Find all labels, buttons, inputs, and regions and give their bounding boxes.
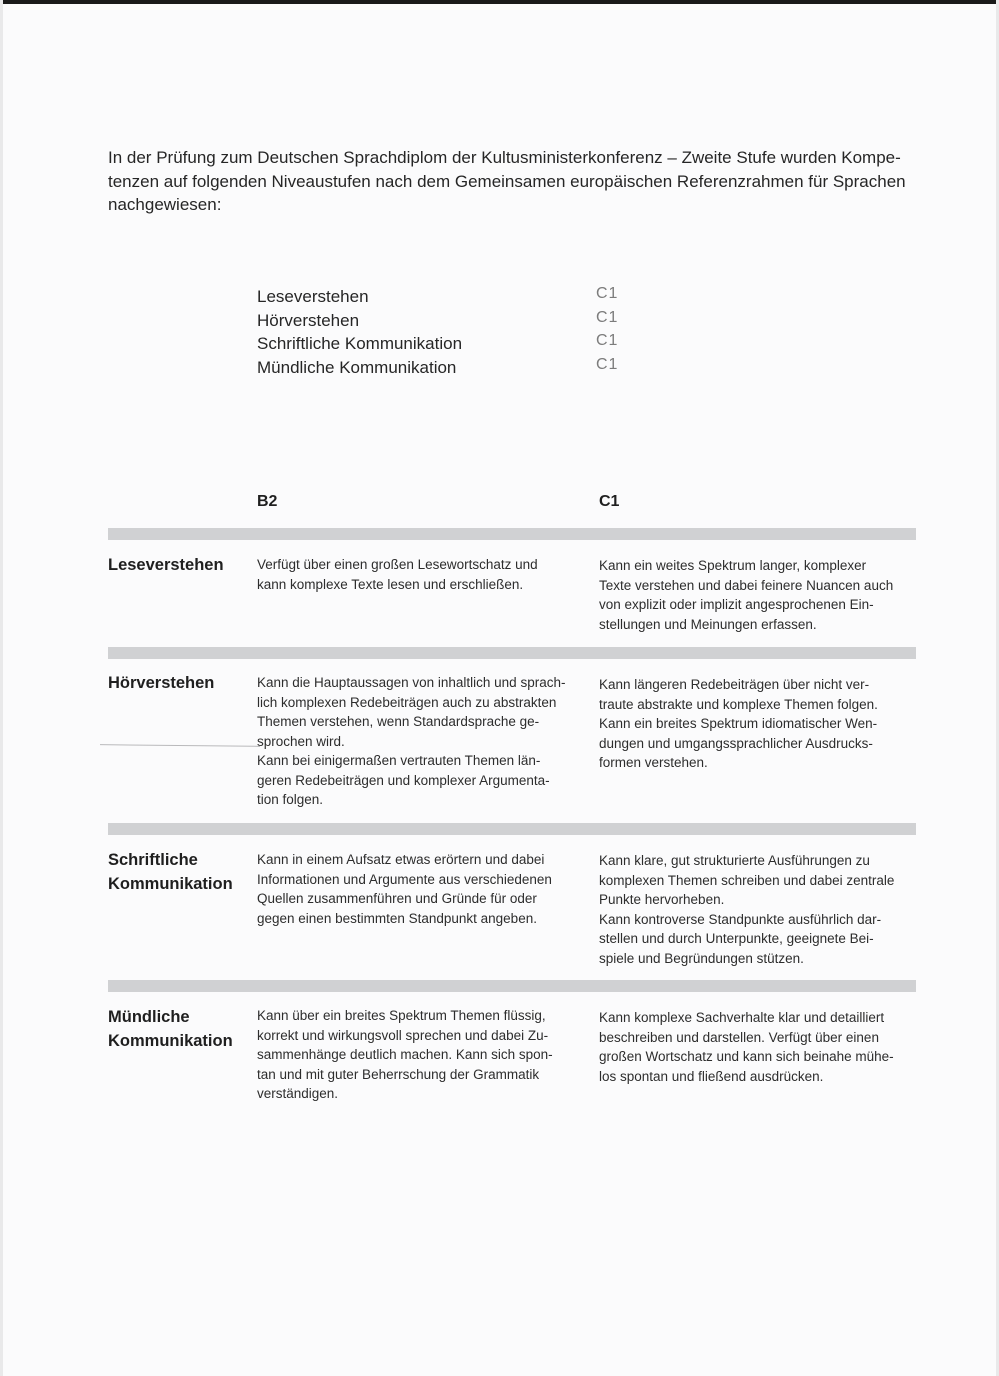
- desc-line: sammenhänge deutlich machen. Kann sich spon-: [257, 1047, 553, 1062]
- row-title-muendliche-kommunikation: [108, 1005, 248, 1053]
- desc-line: korrekt und wirkungsvoll sprechen und dabei Zu-: [257, 1027, 549, 1043]
- c1-description-hoerverstehen: [599, 675, 917, 773]
- desc-line: Informationen und Argumente aus verschiedenen: [257, 871, 552, 887]
- c1-description-muendliche-kommunikation: [599, 1008, 917, 1086]
- desc-line: spiele und Begründungen stützen.: [599, 950, 804, 966]
- column-header-b2: B2: [257, 493, 278, 510]
- row-title-line: Hörverstehen: [108, 674, 215, 692]
- row-title-schriftliche-kommunikation: [108, 848, 248, 896]
- desc-line: Kann ein weites Spektrum langer, komplexer: [599, 558, 867, 573]
- desc-line: traute abstrakte und komplexe Themen folgen.: [599, 696, 878, 712]
- desc-line: Kann in einem Aufsatz etwas erörtern und dabei: [257, 852, 545, 867]
- summary-level: C1: [596, 355, 619, 373]
- summary-level: C1: [596, 285, 619, 302]
- row-divider-band: [108, 647, 916, 659]
- column-header-c1: C1: [599, 493, 620, 510]
- desc-line: komplexen Themen schreiben und dabei zentrale: [599, 872, 895, 888]
- b2-description-leseverstehen: [257, 555, 577, 594]
- desc-line: Punkte hervorheben.: [599, 892, 725, 907]
- desc-line: Kann die Hauptaussagen von inhaltlich und sprach-: [257, 675, 566, 690]
- desc-line: von explizit oder implizit angesprochenen Ein-: [599, 597, 874, 612]
- summary-skill: Schriftliche Kommunikation: [257, 334, 463, 353]
- desc-line: stellen und durch Unterpunkte, geeignete Bei-: [599, 931, 874, 946]
- desc-line: Kann über ein breites Spektrum Themen flüssig,: [257, 1008, 546, 1023]
- row-divider-band: [108, 980, 916, 992]
- desc-line: Kann ein breites Spektrum idiomatischer Wen-: [599, 716, 878, 731]
- desc-line: beschreiben und darstellen. Verfügt über einen: [599, 1029, 879, 1045]
- intro-paragraph: [108, 146, 923, 217]
- desc-line: Quellen zusammenführen und Gründe für oder: [257, 891, 537, 906]
- desc-line: Verfügt über einen großen Lesewortschatz und: [257, 557, 538, 572]
- summary-skill: Leseverstehen: [257, 287, 369, 306]
- row-title-line: Kommunikation: [108, 875, 233, 893]
- row-divider-band: [108, 823, 916, 835]
- desc-line: Kann kontroverse Standpunkte ausführlich dar-: [599, 911, 882, 927]
- scan-left-edge: [0, 0, 3, 1376]
- desc-line: los spontan und fließend ausdrücken.: [599, 1068, 824, 1084]
- desc-line: Kann komplexe Sachverhalte klar und detailliert: [599, 1010, 885, 1025]
- summary-skill: Mündliche Kommunikation: [257, 357, 457, 377]
- desc-line: dungen und umgangssprachlicher Ausdrucks-: [599, 735, 873, 751]
- summary-skill: Hörverstehen: [257, 310, 360, 330]
- b2-description-schriftliche-kommunikation: [257, 850, 577, 928]
- row-title-leseverstehen: [108, 553, 248, 577]
- row-title-hoerverstehen: [108, 671, 248, 695]
- c1-description-schriftliche-kommunikation: [599, 851, 917, 968]
- c1-description-leseverstehen: [599, 556, 917, 634]
- row-title-line: Kommunikation: [108, 1032, 233, 1050]
- desc-line: Kann bei einigermaßen vertrauten Themen län-: [257, 753, 541, 768]
- b2-description-hoerverstehen: [257, 673, 577, 810]
- summary-level: C1: [596, 332, 619, 349]
- desc-line: lich komplexen Redebeiträgen auch zu abstrakten: [257, 694, 557, 710]
- intro-line: In der Prüfung zum Deutschen Sprachdiplom der Kultusministerkonferenz – Zweite Stufe wurden Kompe-: [108, 148, 901, 167]
- desc-line: Kann klare, gut strukturierte Ausführungen zu: [599, 853, 870, 868]
- desc-line: Themen verstehen, wenn Standardsprache ge-: [257, 714, 540, 729]
- desc-line: Texte verstehen und dabei feinere Nuancen auch: [599, 577, 894, 593]
- row-title-line: Mündliche: [108, 1008, 190, 1026]
- desc-line: stellungen und Meinungen erfassen.: [599, 616, 817, 632]
- paper-crease-mark: [100, 744, 260, 747]
- row-title-line: Schriftliche: [108, 851, 198, 869]
- intro-line: nachgewiesen:: [108, 195, 222, 214]
- desc-line: großen Wortschatz und kann sich beinahe mühe-: [599, 1049, 894, 1064]
- scan-top-edge: [0, 0, 999, 4]
- desc-line: gegen einen bestimmten Standpunkt angeben.: [257, 910, 537, 926]
- desc-line: sprochen wird.: [257, 733, 345, 749]
- summary-level: C1: [596, 308, 619, 326]
- desc-line: geren Redebeiträgen und komplexer Argumenta-: [257, 772, 550, 788]
- row-divider-band: [108, 528, 916, 540]
- desc-line: Kann längeren Redebeiträgen über nicht ver-: [599, 677, 870, 692]
- desc-line: tan und mit guter Beherrschung der Grammatik: [257, 1066, 540, 1082]
- desc-line: verständigen.: [257, 1086, 339, 1101]
- desc-line: formen verstehen.: [599, 755, 708, 770]
- desc-line: kann komplexe Texte lesen und erschließen.: [257, 576, 524, 592]
- intro-line: tenzen auf folgenden Niveaustufen nach dem Gemeinsamen europäischen Referenzrahmen für Sprachen: [108, 171, 906, 191]
- row-title-line: Leseverstehen: [108, 556, 224, 574]
- desc-line: tion folgen.: [257, 792, 324, 807]
- b2-description-muendliche-kommunikation: [257, 1006, 577, 1104]
